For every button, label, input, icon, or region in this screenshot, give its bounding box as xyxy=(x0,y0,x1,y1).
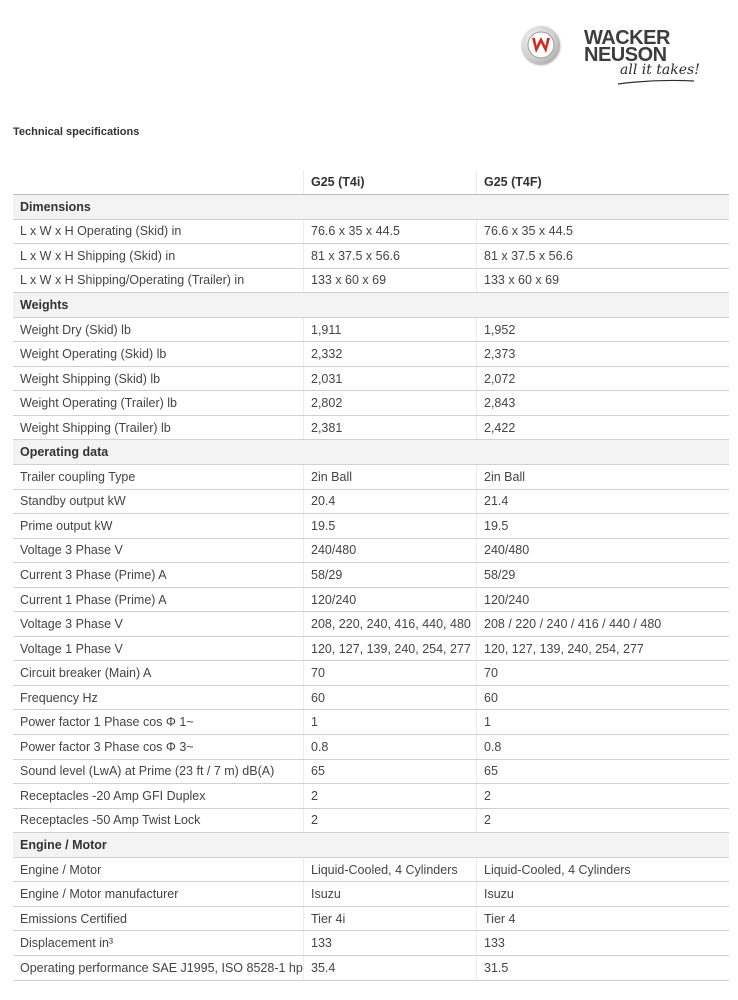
table-row xyxy=(13,612,729,637)
table-row xyxy=(13,563,729,588)
spec-table-body xyxy=(13,170,729,980)
table-row xyxy=(13,244,729,269)
spec-value-t4i-cell: 76.6 x 35 x 44.5 xyxy=(304,219,477,244)
spec-value-t4i-cell: 65 xyxy=(304,759,477,784)
spec-value-t4i-cell: 240/480 xyxy=(304,538,477,563)
spec-value-t4i-cell: 81 x 37.5 x 56.6 xyxy=(304,244,477,269)
table-row xyxy=(13,710,729,735)
table-row xyxy=(13,759,729,784)
spec-value-t4f-cell: 2,072 xyxy=(477,366,730,391)
spec-value-t4f-cell: Isuzu xyxy=(477,882,730,907)
spec-value-t4i-cell: 120/240 xyxy=(304,587,477,612)
spec-value-t4i-cell: Liquid-Cooled, 4 Cylinders xyxy=(304,857,477,882)
table-header-row xyxy=(13,170,729,195)
spec-value-t4i-cell: 2,802 xyxy=(304,391,477,416)
section-row xyxy=(13,833,729,858)
spec-label-cell: Emissions Certified xyxy=(13,906,304,931)
table-row xyxy=(13,685,729,710)
brand-tagline: all it takes! xyxy=(620,62,700,78)
spec-label-cell: Receptacles -20 Amp GFI Duplex xyxy=(13,784,304,809)
spec-label-cell: Voltage 3 Phase V xyxy=(13,612,304,637)
spec-label-cell: Weight Shipping (Skid) lb xyxy=(13,366,304,391)
section-title: Weights xyxy=(13,293,729,318)
spec-label-cell: L x W x H Shipping (Skid) in xyxy=(13,244,304,269)
spec-label-cell: Circuit breaker (Main) A xyxy=(13,661,304,686)
table-row xyxy=(13,906,729,931)
section-title: Operating data xyxy=(13,440,729,465)
spec-value-t4i-cell: 1 xyxy=(304,710,477,735)
spec-table xyxy=(13,170,729,981)
spec-value-t4i-cell: 2,332 xyxy=(304,342,477,367)
spec-label-cell: Standby output kW xyxy=(13,489,304,514)
spec-label-cell: Sound level (LwA) at Prime (23 ft / 7 m) dB(A) xyxy=(13,759,304,784)
spec-label-cell: Voltage 1 Phase V xyxy=(13,636,304,661)
table-row xyxy=(13,268,729,293)
spec-label-cell: Operating performance SAE J1995, ISO 8528-1 hp xyxy=(13,955,304,980)
spec-value-t4f-cell: 120/240 xyxy=(477,587,730,612)
spec-value-t4i-cell: 133 x 60 x 69 xyxy=(304,268,477,293)
spec-label-cell: Voltage 3 Phase V xyxy=(13,538,304,563)
spec-value-t4f-cell: 0.8 xyxy=(477,735,730,760)
table-row xyxy=(13,489,729,514)
spec-value-t4i-cell: 2,031 xyxy=(304,366,477,391)
table-row xyxy=(13,857,729,882)
table-row xyxy=(13,415,729,440)
spec-value-t4f-cell: Liquid-Cooled, 4 Cylinders xyxy=(477,857,730,882)
table-row xyxy=(13,882,729,907)
table-row xyxy=(13,391,729,416)
spec-label-cell: L x W x H Shipping/Operating (Trailer) in xyxy=(13,268,304,293)
spec-label-cell: Weight Dry (Skid) lb xyxy=(13,317,304,342)
spec-value-t4f-cell: 19.5 xyxy=(477,514,730,539)
document-title: Technical specifications xyxy=(13,126,140,138)
spec-value-t4f-cell: 1 xyxy=(477,710,730,735)
spec-value-t4i-cell: 20.4 xyxy=(304,489,477,514)
spec-value-t4f-cell: 60 xyxy=(477,685,730,710)
logo-emblem-icon xyxy=(522,26,560,64)
section-row xyxy=(13,293,729,318)
spec-value-t4f-cell: Tier 4 xyxy=(477,906,730,931)
spec-label-cell: Engine / Motor xyxy=(13,857,304,882)
spec-label-cell: Current 1 Phase (Prime) A xyxy=(13,587,304,612)
spec-label-cell: Weight Operating (Skid) lb xyxy=(13,342,304,367)
spec-value-t4f-cell: 31.5 xyxy=(477,955,730,980)
spec-value-t4f-cell: 2,422 xyxy=(477,415,730,440)
spec-value-t4f-cell: 81 x 37.5 x 56.6 xyxy=(477,244,730,269)
table-row xyxy=(13,538,729,563)
spec-label-cell: Current 3 Phase (Prime) A xyxy=(13,563,304,588)
table-row xyxy=(13,955,729,980)
table-row xyxy=(13,636,729,661)
spec-value-t4i-cell: 35.4 xyxy=(304,955,477,980)
spec-value-t4f-cell: 2 xyxy=(477,808,730,833)
spec-value-t4i-cell: 133 xyxy=(304,931,477,956)
spec-value-t4i-cell: 2in Ball xyxy=(304,465,477,490)
spec-value-t4f-cell: 1,952 xyxy=(477,317,730,342)
tagline-swash-icon xyxy=(616,78,696,86)
section-title: Engine / Motor xyxy=(13,833,729,858)
table-row xyxy=(13,661,729,686)
header-cell-model-t4f: G25 (T4F) xyxy=(477,170,730,195)
spec-value-t4f-cell: 120, 127, 139, 240, 254, 277 xyxy=(477,636,730,661)
spec-value-t4f-cell: 2in Ball xyxy=(477,465,730,490)
section-row xyxy=(13,440,729,465)
table-row xyxy=(13,808,729,833)
spec-label-cell: Displacement in³ xyxy=(13,931,304,956)
table-row xyxy=(13,784,729,809)
header-cell-label xyxy=(13,170,304,195)
spec-value-t4f-cell: 70 xyxy=(477,661,730,686)
spec-value-t4f-cell: 21.4 xyxy=(477,489,730,514)
spec-value-t4f-cell: 2,843 xyxy=(477,391,730,416)
table-row xyxy=(13,465,729,490)
spec-value-t4i-cell: 0.8 xyxy=(304,735,477,760)
spec-value-t4f-cell: 58/29 xyxy=(477,563,730,588)
spec-value-t4i-cell: 70 xyxy=(304,661,477,686)
wacker-neuson-logo xyxy=(520,24,710,84)
section-row xyxy=(13,195,729,220)
spec-value-t4f-cell: 2 xyxy=(477,784,730,809)
spec-value-t4f-cell: 65 xyxy=(477,759,730,784)
spec-value-t4f-cell: 208 / 220 / 240 / 416 / 440 / 480 xyxy=(477,612,730,637)
spec-value-t4i-cell: 58/29 xyxy=(304,563,477,588)
table-row xyxy=(13,931,729,956)
spec-value-t4i-cell: 2,381 xyxy=(304,415,477,440)
spec-value-t4f-cell: 240/480 xyxy=(477,538,730,563)
table-row xyxy=(13,366,729,391)
spec-value-t4f-cell: 133 xyxy=(477,931,730,956)
spec-label-cell: Frequency Hz xyxy=(13,685,304,710)
table-row xyxy=(13,514,729,539)
spec-label-cell: Power factor 1 Phase cos Φ 1~ xyxy=(13,710,304,735)
brand-line-1: WACKER xyxy=(584,27,670,49)
spec-label-cell: Prime output kW xyxy=(13,514,304,539)
spec-value-t4i-cell: 1,911 xyxy=(304,317,477,342)
spec-label-cell: Receptacles -50 Amp Twist Lock xyxy=(13,808,304,833)
header-cell-model-t4i: G25 (T4i) xyxy=(304,170,477,195)
brand-line-2: NEUSON xyxy=(584,44,667,66)
table-row xyxy=(13,735,729,760)
table-row xyxy=(13,342,729,367)
spec-value-t4i-cell: Isuzu xyxy=(304,882,477,907)
table-row xyxy=(13,219,729,244)
spec-value-t4i-cell: 120, 127, 139, 240, 254, 277 xyxy=(304,636,477,661)
spec-value-t4i-cell: 19.5 xyxy=(304,514,477,539)
section-title: Dimensions xyxy=(13,195,729,220)
spec-value-t4f-cell: 2,373 xyxy=(477,342,730,367)
spec-value-t4i-cell: 208, 220, 240, 416, 440, 480 xyxy=(304,612,477,637)
spec-value-t4i-cell: 2 xyxy=(304,808,477,833)
spec-value-t4f-cell: 76.6 x 35 x 44.5 xyxy=(477,219,730,244)
spec-value-t4i-cell: 60 xyxy=(304,685,477,710)
spec-label-cell: Engine / Motor manufacturer xyxy=(13,882,304,907)
table-row xyxy=(13,317,729,342)
spec-value-t4i-cell: 2 xyxy=(304,784,477,809)
spec-label-cell: Weight Operating (Trailer) lb xyxy=(13,391,304,416)
spec-value-t4f-cell: 133 x 60 x 69 xyxy=(477,268,730,293)
spec-label-cell: Power factor 3 Phase cos Φ 3~ xyxy=(13,735,304,760)
spec-label-cell: Trailer coupling Type xyxy=(13,465,304,490)
spec-value-t4i-cell: Tier 4i xyxy=(304,906,477,931)
spec-label-cell: Weight Shipping (Trailer) lb xyxy=(13,415,304,440)
table-row xyxy=(13,587,729,612)
spec-label-cell: L x W x H Operating (Skid) in xyxy=(13,219,304,244)
